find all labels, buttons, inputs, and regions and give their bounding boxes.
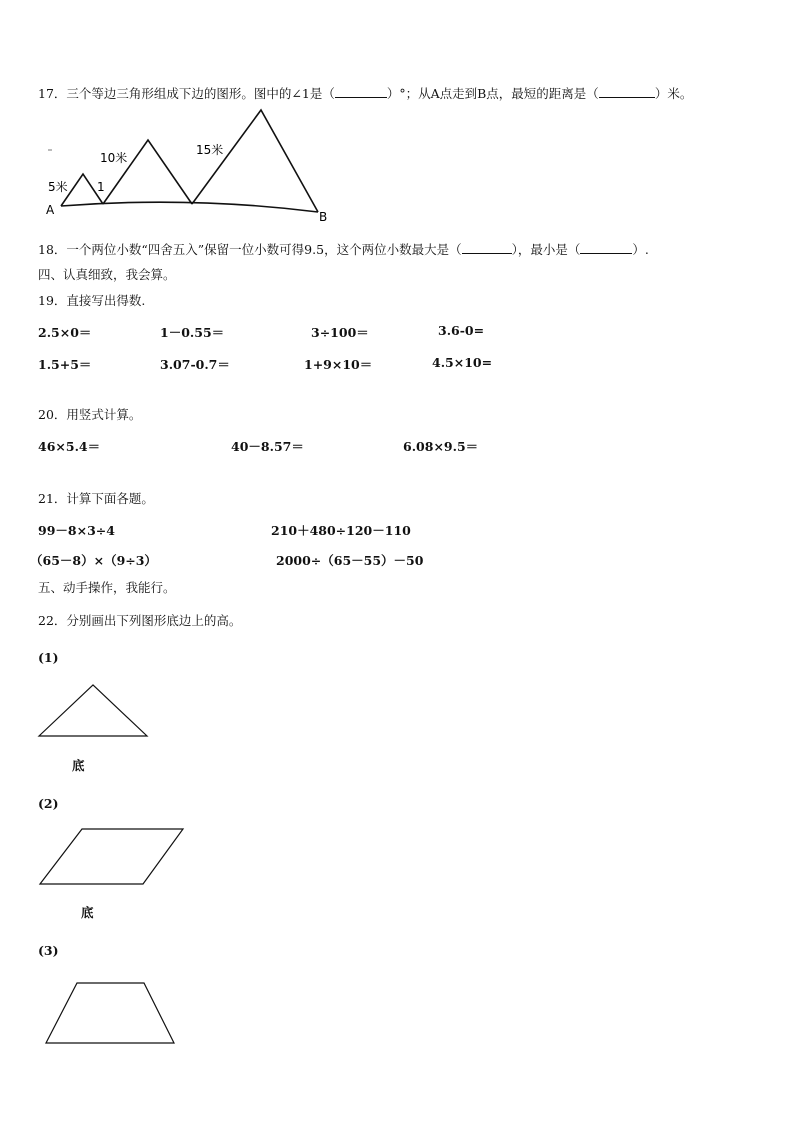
section-5-heading: 五、动手操作，我能行。 <box>38 580 176 595</box>
q19-item: 2.5×0＝ <box>38 325 92 340</box>
q17-blank-angle[interactable] <box>335 86 387 98</box>
q18-blank-min[interactable] <box>580 242 632 254</box>
q22-sub-2-label: (2) <box>38 796 59 811</box>
q22-sub-1-label: (1) <box>38 650 59 665</box>
q20-item: 46×5.4＝ <box>38 439 101 454</box>
q19-item: 3.07-0.7＝ <box>160 357 230 372</box>
q22-base-label-2: 底 <box>81 905 94 920</box>
label-15m: 15米 <box>196 143 224 157</box>
triangle-small <box>61 174 103 206</box>
q22-sub-3-label: (3) <box>38 943 59 958</box>
section-4-heading: 四、认真细致，我会算。 <box>38 267 176 282</box>
q18-text: 18．一个两位小数“四舍五入”保留一位小数可得9.5，这个两位小数最大是（ ），最小是（ ）. <box>38 242 649 257</box>
triangle-large <box>192 110 318 212</box>
q19-item: 1－0.55＝ <box>160 325 225 340</box>
q19-item: 4.5×10= <box>432 355 493 370</box>
q22-base-label-1: 底 <box>72 758 85 773</box>
q19-item: 3÷100＝ <box>311 325 369 340</box>
q19-item: 1.5+5＝ <box>38 357 92 372</box>
q17-blank-distance[interactable] <box>599 86 655 98</box>
q22-title: 22．分别画出下列图形底边上的高。 <box>38 613 242 628</box>
q19-item: 1+9×10＝ <box>304 357 373 372</box>
q19-item: 3.6-0= <box>438 323 485 338</box>
label-angle-1: 1 <box>97 180 105 194</box>
label-point-b: B <box>319 210 328 224</box>
q18-blank-max[interactable] <box>462 242 512 254</box>
label-10m: 10米 <box>100 151 128 165</box>
label-5m: 5米 <box>48 180 68 194</box>
q20-item: 40－8.57＝ <box>231 439 304 454</box>
triangle-medium <box>103 140 192 204</box>
q21-item: 210＋480÷120－110 <box>271 523 411 538</box>
q21-item: 2000÷（65－55）－50 <box>276 553 424 568</box>
label-point-a: A <box>46 203 55 217</box>
q20-title: 20．用竖式计算。 <box>38 407 142 422</box>
q17-text: 17．三个等边三角形组成下边的图形。图中的∠1是（ ）°；从A点走到B点，最短的距离是（ ）米。 <box>38 86 693 101</box>
q20-item: 6.08×9.5＝ <box>403 439 479 454</box>
q21-item: 99－8×3÷4 <box>38 523 115 538</box>
q19-title: 19．直接写出得数. <box>38 293 146 308</box>
base-line <box>61 202 318 212</box>
q21-title: 21．计算下面各题。 <box>38 491 154 506</box>
q21-item: （65－8）×（9÷3） <box>30 553 157 568</box>
